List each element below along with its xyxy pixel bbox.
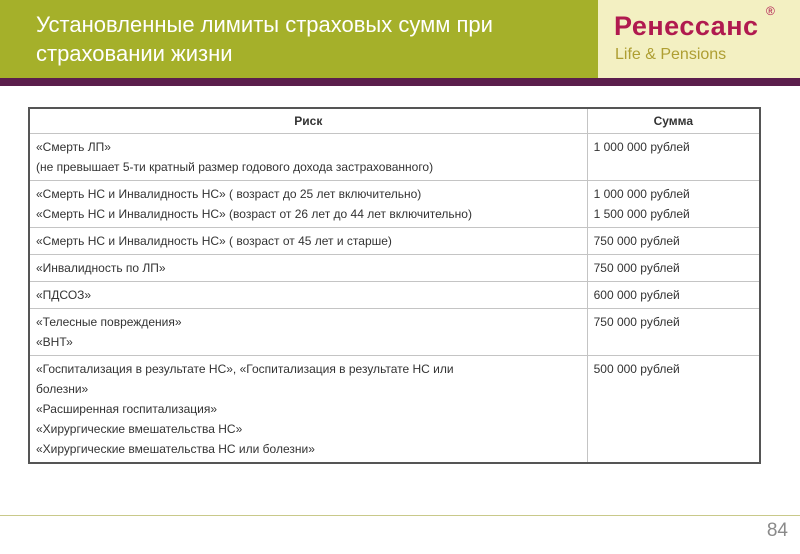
sum-cell — [587, 282, 760, 309]
risk-cell — [29, 282, 587, 309]
risk-line: «Смерть ЛП» — [36, 140, 111, 154]
title-line-2: страховании жизни — [36, 41, 233, 66]
risk-line: «Смерть НС и Инвалидность НС» ( возраст до 25 лет включительно) — [36, 187, 422, 201]
risk-line: «Смерть НС и Инвалидность НС» (возраст от 26 лет до 44 лет включительно) — [36, 207, 472, 221]
sum-line: 600 000 рублей — [593, 288, 680, 302]
risk-line: (не превышает 5-ти кратный размер годового дохода застрахованного) — [36, 160, 434, 174]
risk-line: «Хирургические вмешательства НС или болезни» — [36, 442, 315, 456]
risk-line: «Телесные повреждения» — [36, 315, 182, 329]
table-header-row — [29, 108, 760, 134]
risk-line: «Госпитализация в результате НС», «Госпитализация в результате НС или — [36, 362, 454, 376]
page-number: 84 — [766, 520, 788, 541]
column-header-sum: Сумма — [587, 108, 760, 134]
table-row — [29, 309, 760, 356]
slide-title — [36, 10, 576, 68]
sum-cell — [587, 181, 760, 228]
sum-line: 750 000 рублей — [593, 234, 680, 248]
risk-cell — [29, 255, 587, 282]
sum-cell — [587, 228, 760, 255]
logo-name: Ренессанс — [614, 11, 759, 41]
sum-line: 750 000 рублей — [593, 261, 680, 275]
sum-cell — [587, 255, 760, 282]
sum-line: 1 500 000 рублей — [593, 207, 690, 221]
title-line-1: Установленные лимиты страховых сумм при — [36, 12, 493, 37]
sum-line: 1 000 000 рублей — [593, 140, 690, 154]
risk-cell — [29, 356, 587, 464]
risk-line: «Смерть НС и Инвалидность НС» ( возраст от 45 лет и старше) — [36, 234, 392, 248]
registered-mark: ® — [766, 4, 775, 18]
risk-cell — [29, 309, 587, 356]
risk-line: «ПДСОЗ» — [36, 288, 92, 302]
header-stripe — [0, 78, 800, 86]
table-row — [29, 228, 760, 255]
logo — [598, 0, 800, 78]
risk-line: «Инвалидность по ЛП» — [36, 261, 166, 275]
header-bar — [0, 0, 800, 78]
risk-cell — [29, 181, 587, 228]
footer-divider — [0, 515, 800, 516]
risk-line: «Хирургические вмешательства НС» — [36, 422, 243, 436]
risk-line: «ВНТ» — [36, 335, 73, 349]
table-body — [29, 134, 760, 464]
risk-line: болезни» — [36, 382, 89, 396]
sum-cell — [587, 134, 760, 181]
logo-subtitle: Life & Pensions — [615, 46, 727, 63]
table-row — [29, 181, 760, 228]
table-row — [29, 134, 760, 181]
sum-line: 1 000 000 рублей — [593, 187, 690, 201]
sum-line: 500 000 рублей — [593, 362, 680, 376]
sum-cell — [587, 356, 760, 464]
risk-cell — [29, 228, 587, 255]
limits-table — [28, 107, 761, 464]
risk-cell — [29, 134, 587, 181]
table-row — [29, 282, 760, 309]
sum-cell — [587, 309, 760, 356]
table-row — [29, 356, 760, 464]
sum-line: 750 000 рублей — [593, 315, 680, 329]
risk-line: «Расширенная госпитализация» — [36, 402, 218, 416]
table-row — [29, 255, 760, 282]
column-header-risk: Риск — [29, 108, 587, 134]
